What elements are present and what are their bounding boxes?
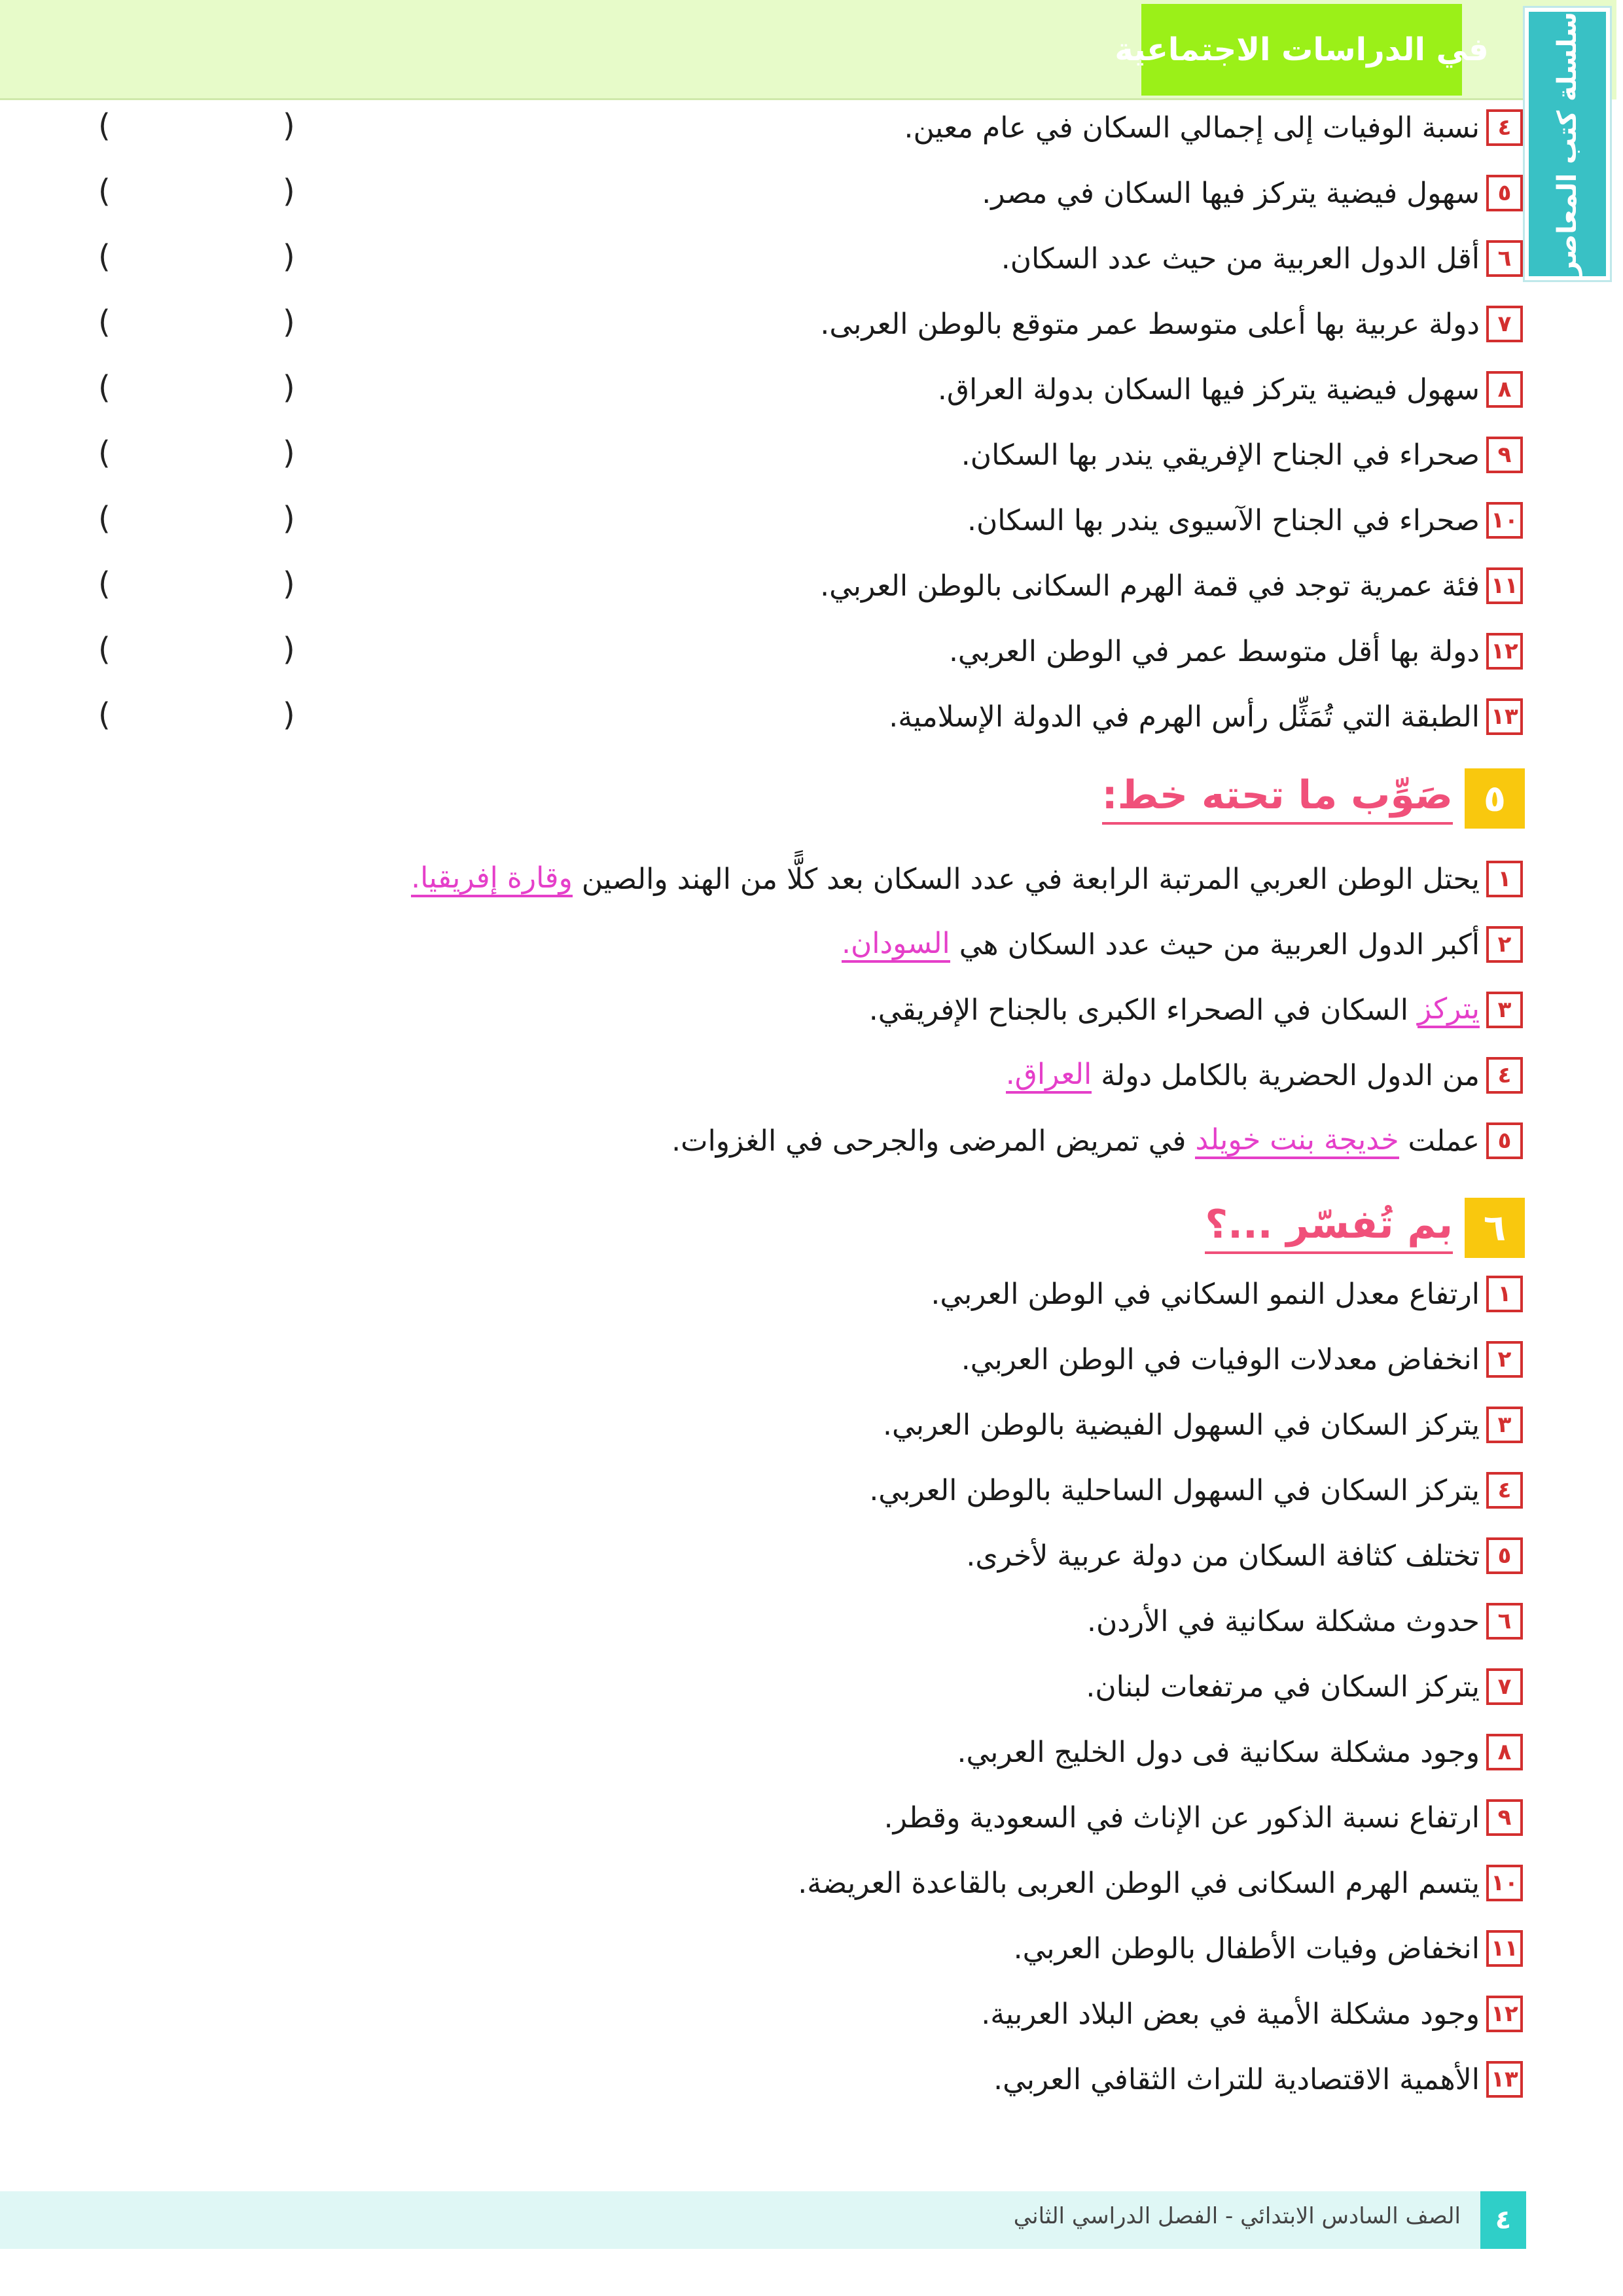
answer-bracket-close: )	[98, 500, 111, 537]
list-item	[671, 1118, 1523, 1164]
item-text: انخفاض معدلات الوفيات في الوطن العربي.	[961, 1342, 1480, 1376]
answer-bracket-open: (	[283, 565, 295, 602]
section-title: صَوِّب ما تحته خط:	[1102, 772, 1453, 825]
item-text: يتركز السكان في السهول الساحلية بالوطن العربي.	[869, 1473, 1480, 1507]
item-text: دولة بها أقل متوسط عمر في الوطن العربي.	[948, 634, 1480, 668]
list-item	[931, 1271, 1523, 1317]
underlined-term: يتركز	[1418, 992, 1480, 1028]
answer-bracket-open: (	[283, 173, 295, 209]
answer-bracket-open: (	[283, 435, 295, 471]
item-number: ٨	[1486, 1734, 1523, 1770]
item-text: وجود مشكلة سكانية فى دول الخليج العربي.	[957, 1735, 1480, 1769]
item-text: نسبة الوفيات إلى إجمالي السكان في عام معين.	[904, 111, 1480, 145]
section-number-badge: ٦	[1465, 1198, 1525, 1258]
item-text: الطبقة التي تُمَثِّل رأس الهرم في الدولة الإسلامية.	[889, 700, 1480, 734]
answer-bracket-close: )	[98, 369, 111, 406]
answer-bracket-close: )	[98, 304, 111, 340]
item-text: السكان في الصحراء الكبرى بالجناح الإفريقي.	[868, 993, 1408, 1027]
list-item	[967, 497, 1523, 543]
item-number: ٢	[1486, 1341, 1523, 1378]
item-number: ٤	[1486, 1472, 1523, 1509]
item-text: وجود مشكلة الأمية في بعض البلاد العربية.	[981, 1997, 1480, 2031]
list-item	[820, 301, 1523, 347]
item-number: ٥	[1486, 1537, 1523, 1574]
answer-bracket-close: )	[98, 238, 111, 275]
item-number: ١٣	[1486, 698, 1523, 735]
item-number: ٨	[1486, 371, 1523, 408]
answer-bracket-close: )	[98, 107, 111, 144]
item-text: من الدول الحضرية بالكامل دولة	[1101, 1058, 1480, 1092]
section-title: بم تُفسّر ...؟	[1205, 1202, 1453, 1254]
list-item	[993, 2056, 1523, 2102]
item-number: ١٣	[1486, 2061, 1523, 2098]
item-text: انخفاض وفيات الأطفال بالوطن العربي.	[1013, 1931, 1480, 1965]
list-item	[1006, 1052, 1523, 1098]
item-number: ١١	[1486, 1930, 1523, 1967]
list-item	[981, 1991, 1523, 2037]
list-item	[904, 105, 1523, 151]
section-number-badge: ٥	[1465, 768, 1525, 829]
item-text: تختلف كثافة السكان من دولة عربية لأخرى.	[966, 1539, 1480, 1573]
list-item	[1087, 1598, 1523, 1644]
list-item	[961, 432, 1523, 478]
header-divider	[0, 98, 1525, 100]
item-number: ٢	[1486, 926, 1523, 963]
list-item	[842, 922, 1523, 967]
underlined-term: وقارة إفريقيا.	[411, 861, 573, 897]
footer-text: الصف السادس الابتدائي - الفصل الدراسي الثاني	[1013, 2203, 1461, 2229]
list-item	[883, 1402, 1523, 1448]
item-text: فئة عمرية توجد في قمة الهرم السكانى بالوطن العربي.	[820, 569, 1480, 603]
item-number: ٦	[1486, 240, 1523, 277]
item-number: ٧	[1486, 1668, 1523, 1705]
list-item	[884, 1795, 1523, 1840]
list-item	[982, 170, 1523, 216]
item-number: ١	[1486, 861, 1523, 897]
item-number: ١١	[1486, 567, 1523, 604]
item-text: يتركز السكان في السهول الفيضية بالوطن العربي.	[883, 1408, 1480, 1442]
section-correct-underlined	[1102, 766, 1525, 831]
answer-bracket-close: )	[98, 173, 111, 209]
item-text: يتسم الهرم السكانى في الوطن العربى بالقاعدة العريضة.	[798, 1866, 1480, 1900]
answer-bracket-open: (	[283, 304, 295, 340]
underlined-term: العراق.	[1006, 1058, 1092, 1094]
list-item	[949, 628, 1523, 674]
series-side-tab-label: سلسلة كتب المعاصر	[1552, 12, 1582, 276]
series-side-tab	[1525, 8, 1610, 280]
answer-bracket-open: (	[283, 369, 295, 406]
item-number: ١٢	[1486, 633, 1523, 670]
item-text: حدوث مشكلة سكانية في الأردن.	[1086, 1604, 1480, 1638]
item-text: صحراء في الجناح الإفريقي يندر بها السكان.	[961, 438, 1480, 472]
item-number: ٩	[1486, 1799, 1523, 1836]
answer-bracket-close: )	[98, 565, 111, 602]
item-text: ارتفاع معدل النمو السكاني في الوطن العربي.	[931, 1277, 1480, 1311]
answer-bracket-close: )	[98, 435, 111, 471]
item-text: الأهمية الاقتصادية للتراث الثقافي العربي.	[993, 2062, 1480, 2096]
list-item	[411, 856, 1523, 902]
section-explain	[1205, 1195, 1525, 1261]
answer-bracket-open: (	[283, 631, 295, 668]
answer-bracket-close: )	[98, 696, 111, 733]
item-text: ارتفاع نسبة الذكور عن الإناث في السعودية وقطر.	[883, 1801, 1480, 1835]
item-number: ١	[1486, 1276, 1523, 1312]
item-number: ١٠	[1486, 502, 1523, 539]
answer-bracket-close: )	[98, 631, 111, 668]
item-number: ٤	[1486, 1057, 1523, 1094]
item-number: ٩	[1486, 437, 1523, 473]
item-number: ١٢	[1486, 1996, 1523, 2032]
item-text: سهول فيضية يتركز فيها السكان في مصر.	[982, 176, 1480, 210]
item-number: ٧	[1486, 306, 1523, 342]
list-item	[1086, 1664, 1523, 1710]
list-item	[1014, 1926, 1523, 1971]
list-item	[798, 1860, 1523, 1906]
item-number: ٣	[1486, 1407, 1523, 1443]
item-text: يحتل الوطن العربي المرتبة الرابعة في عدد السكان بعد كلًّا من الهند والصين	[581, 862, 1480, 896]
list-item	[820, 563, 1523, 609]
list-item	[869, 987, 1523, 1033]
item-number: ٥	[1486, 175, 1523, 211]
item-text: سهول فيضية يتركز فيها السكان بدولة العراق.	[937, 372, 1480, 406]
list-item	[1001, 236, 1523, 281]
item-text: يتركز السكان في مرتفعات لبنان.	[1086, 1670, 1480, 1704]
item-text: أكبر الدول العربية من حيث عدد السكان هي	[959, 927, 1480, 961]
list-item	[869, 1467, 1523, 1513]
list-item	[957, 1729, 1524, 1775]
item-text: في تمريض المرضى والجرحى في الغزوات.	[671, 1124, 1186, 1158]
page-number-badge: ٤	[1480, 2191, 1526, 2249]
list-item	[938, 367, 1523, 412]
item-text: دولة عربية بها أعلى متوسط عمر متوقع بالوطن العربى.	[820, 307, 1480, 341]
list-item	[889, 694, 1523, 740]
list-item	[961, 1336, 1523, 1382]
item-text: صحراء في الجناح الآسيوى يندر بها السكان.	[967, 503, 1480, 537]
item-number: ٥	[1486, 1122, 1523, 1159]
answer-bracket-open: (	[283, 500, 295, 537]
list-item	[966, 1533, 1523, 1579]
underlined-term: خديجة بنت خويلد	[1195, 1123, 1399, 1159]
answer-bracket-open: (	[283, 107, 295, 144]
item-text: أقل الدول العربية من حيث عدد السكان.	[1001, 242, 1480, 276]
item-number: ١٠	[1486, 1865, 1523, 1901]
underlined-term: السودان.	[842, 927, 950, 963]
answer-bracket-open: (	[283, 696, 295, 733]
item-number: ٤	[1486, 109, 1523, 146]
answer-bracket-open: (	[283, 238, 295, 275]
item-number: ٦	[1486, 1603, 1523, 1640]
item-number: ٣	[1486, 992, 1523, 1028]
header-title: في الدراسات الاجتماعية	[1141, 4, 1462, 96]
item-text: عملت	[1408, 1124, 1480, 1158]
